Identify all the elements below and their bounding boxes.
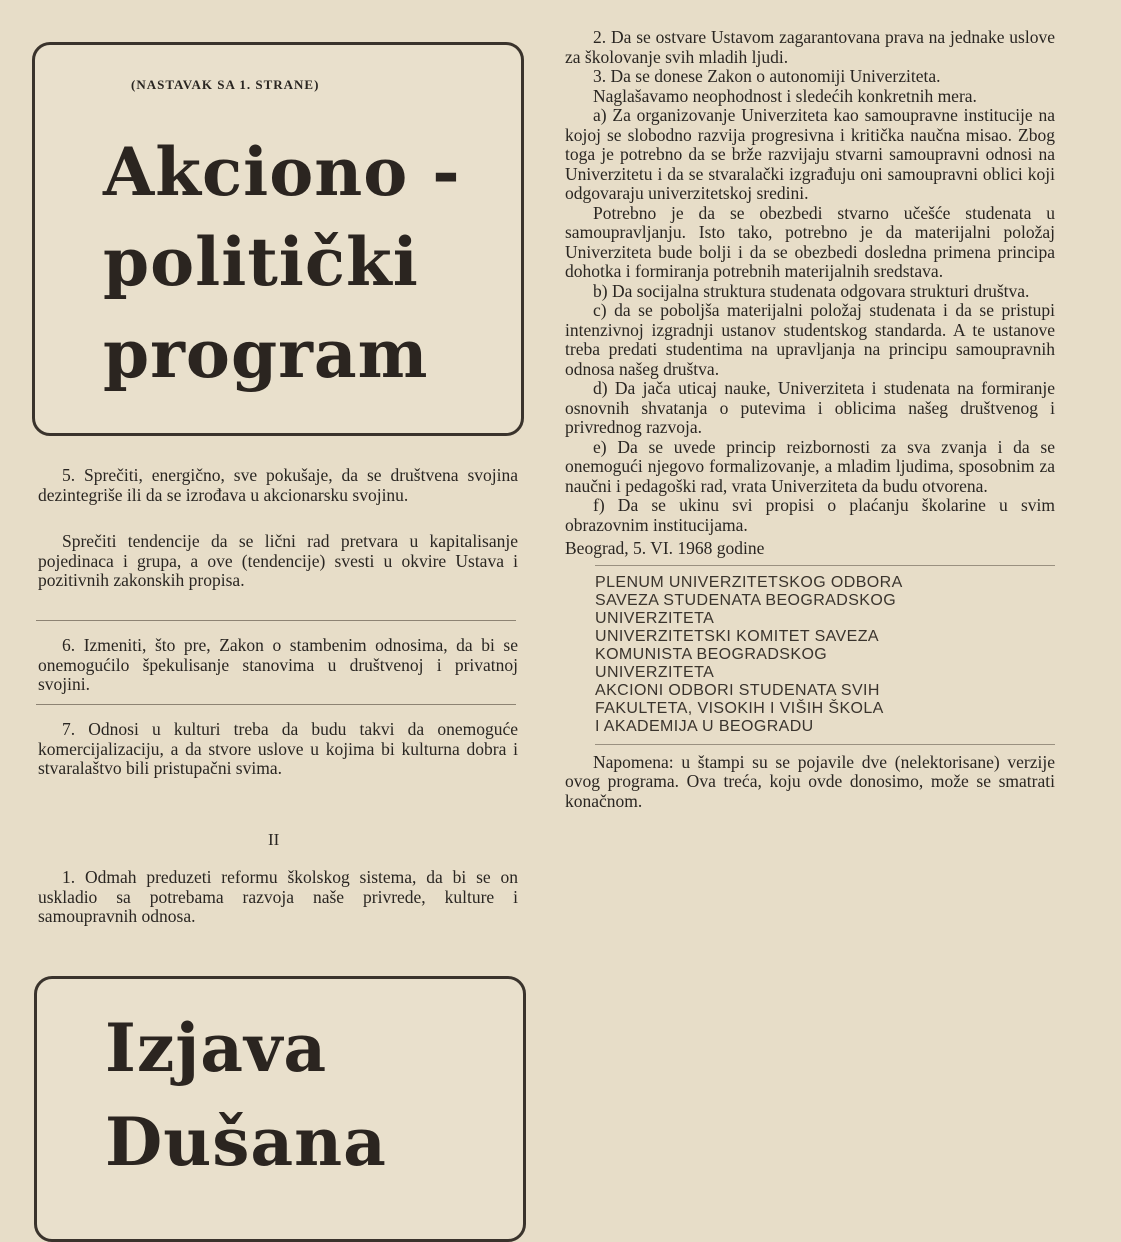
divider <box>36 620 516 621</box>
signatory-line: UNIVERZITETSKI KOMITET SAVEZA <box>595 627 879 645</box>
point-7: 7. Odnosi u kulturi treba da budu takvi da onemoguće komercijalizaciju, a da stvore uslove u kojima bi kulturna dobra i stvaralaštvo bili pristupačni svima. <box>38 719 518 778</box>
measure-f: f) Da se ukinu svi propisi o plaćanju školarine u svim obrazovnim institucijama. <box>565 495 1055 535</box>
headline-line-3: program <box>103 315 429 393</box>
point-5-continued: Sprečiti tendencije da se lični rad pretvara u kapitalisanje pojedinaca i grupa, a ove (tendencije) svesti u okvire Ustava i pozitivnih zakonskih propisa. <box>38 531 518 590</box>
signatory-line: AKCIONI ODBORI STUDENATA SVIH <box>595 681 880 699</box>
headline-line-2: politički <box>103 223 419 301</box>
measure-d: d) Da jača uticaj nauke, Univerziteta i studenata na formiranje osnovnih shvatanja o putevima i oblicima našeg društvenog i privrednog razvoja. <box>565 378 1055 437</box>
signatory-line: UNIVERZITETA <box>595 663 715 681</box>
section-ii-point-1: 1. Odmah preduzeti reformu školskog sistema, da bi se on uskladio sa potrebama razvoja naše privrede, kulture i samoupravnih odnosa. <box>38 867 518 926</box>
measure-b: b) Da socijalna struktura studenata odgovara strukturi društva. <box>593 280 1030 301</box>
right-column <box>565 28 1055 811</box>
divider <box>36 704 516 705</box>
signatory-line: I AKADEMIJA U BEOGRADU <box>595 717 814 735</box>
point-5: 5. Sprečiti, energično, sve pokušaje, da se društvena svojina dezintegriše ili da se izrođava u akcionarsku svojinu. <box>38 465 518 505</box>
measure-c: c) da se poboljša materijalni položaj studenata i da se pristupi intenzivnoj izgradnji ustanov studentskog standarda. A te ustanove treba predati studentima na upravljanja na principu samoupravnih odnosa našeg društva. <box>565 300 1055 379</box>
measure-a-continued: Potrebno je da se obezbedi stvarno učešće studenata u samoupravljanju. Isto tako, potrebno je da materijalni položaj Univerziteta bude bolji i da se obezbedi dosledna primena principa dohotka i formiranja potrebnih materijalnih sredstava. <box>565 202 1055 281</box>
continuation-note: (NASTAVAK SA 1. STRANE) <box>131 77 320 92</box>
signatory-line: KOMUNISTA BEOGRADSKOG <box>595 645 828 663</box>
signatory-line: FAKULTETA, VISOKIH I VIŠIH ŠKOLA <box>595 699 884 717</box>
section-number: II <box>268 830 280 849</box>
headline-box-izjava <box>34 976 526 1242</box>
measure-a: a) Za organizovanje Univerziteta kao samoupravne institucije na kojoj se slobodno razvija progresivna i kritička naučna misao. Zbog toga je potrebno da se brže razvijaju stvarni samoupravni odnosi na Univerzitetu i da se stvaralački izgrađuju oni samoupravni oblici koji odgovaraju univerzitetskoj sredini. <box>565 105 1055 203</box>
signatories-block <box>595 565 1055 745</box>
headline-line-1: Akciono - <box>103 133 461 211</box>
point-6: 6. Izmeniti, što pre, Zakon o stambenim odnosima, da bi se onemogućilo špekulisanje stanovima u društvenoj i privatnoj svojini. <box>38 635 518 694</box>
place-date: Beograd, 5. VI. 1968 godine <box>565 538 765 558</box>
editorial-note: Napomena: u štampi su se pojavile dve (nelektorisane) verzije ovog programa. Ova treća, koju ovde donosimo, može se smatrati konačnom. <box>565 751 1055 811</box>
signatory-line: SAVEZA STUDENATA BEOGRADSKOG <box>595 591 897 609</box>
measure-e: e) Da se uvede princip reizbornosti za sva zvanja i da se onemogući njegovo formalizovanje, a mladim ljudima, sposobnim za naučni i pedagoški rad, vrata Univerziteta da budu otvorena. <box>565 436 1055 496</box>
headline-box-program <box>32 42 524 436</box>
point-3: 3. Da se donese Zakon o autonomiji Univerziteta. <box>593 66 941 86</box>
emphasis-paragraph: Naglašavamo neophodnost i sledećih konkretnih mera. <box>593 85 977 106</box>
point-2: 2. Da se ostvare Ustavom zagarantovana prava na jednake uslove za školovanje svih mladih ljudi. <box>565 27 1055 67</box>
signatory-line: PLENUM UNIVERZITETSKOG ODBORA <box>595 573 903 591</box>
signatory-line: UNIVERZITETA <box>595 609 715 627</box>
headline-izjava-line-2: Dušana <box>105 1103 387 1181</box>
headline-izjava-line-1: Izjava <box>105 1009 328 1087</box>
